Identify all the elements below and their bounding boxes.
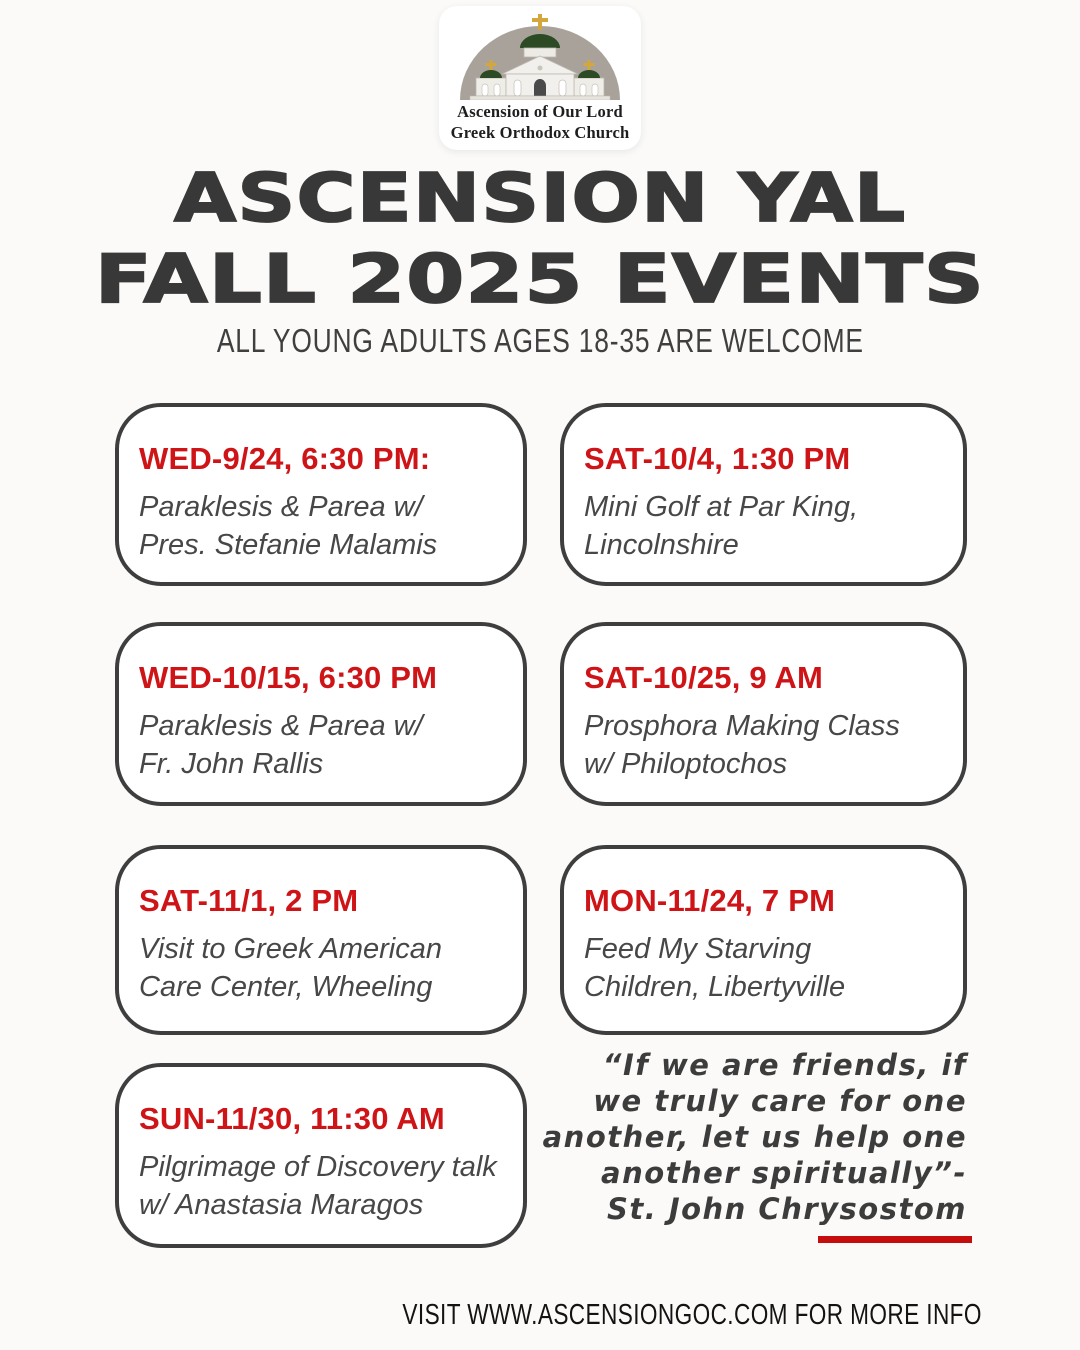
- event-description: Prosphora Making Class w/ Philoptochos: [584, 710, 900, 780]
- church-logo-icon: [456, 12, 624, 100]
- event-description: Visit to Greek American Care Center, Wheeling: [139, 933, 442, 1003]
- poster-title-line2: FALL 2025 EVENTS: [94, 240, 986, 318]
- quote-underline-divider: [818, 1236, 972, 1243]
- church-name-line2: Greek Orthodox Church: [450, 123, 630, 142]
- event-card: [115, 845, 527, 1035]
- quote-line: we truly care for one: [593, 1084, 967, 1118]
- event-description: Paraklesis & Parea w/ Pres. Stefanie Malamis: [139, 491, 438, 561]
- church-name-line1: Ascension of Our Lord: [457, 102, 623, 121]
- footer: [239, 1299, 982, 1332]
- event-date: WED-10/15, 6:30 PM: [139, 660, 438, 695]
- event-description: Pilgrimage of Discovery talk w/ Anastasia Maragos: [139, 1151, 497, 1221]
- event-description: Mini Golf at Par King, Lincolnshire: [584, 491, 858, 561]
- church-logo-card: [439, 6, 641, 150]
- event-date: MON-11/24, 7 PM: [584, 883, 836, 918]
- event-date: SAT-10/4, 1:30 PM: [584, 441, 851, 476]
- event-card: [560, 403, 967, 586]
- quote-line: St. John Chrysostom: [606, 1192, 967, 1226]
- poster-subtitle: ALL YOUNG ADULTS AGES 18-35 ARE WELCOME: [216, 322, 864, 359]
- event-card: [115, 403, 527, 586]
- poster-title-line1: ASCENSION YAL: [173, 159, 907, 237]
- footer-info-text: VISIT WWW.ASCENSIONGOC.COM FOR MORE INFO: [402, 1299, 982, 1331]
- event-card: [560, 845, 967, 1035]
- quote-block: [400, 1047, 967, 1227]
- quote-line: “If we are friends, if: [602, 1048, 967, 1082]
- event-date: SUN-11/30, 11:30 AM: [139, 1101, 445, 1136]
- event-description: Feed My Starving Children, Libertyville: [584, 933, 846, 1003]
- event-date: SAT-10/25, 9 AM: [584, 660, 824, 695]
- event-date: SAT-11/1, 2 PM: [139, 883, 359, 918]
- quote-line: another spiritually”-: [601, 1156, 967, 1190]
- event-date: WED-9/24, 6:30 PM:: [139, 441, 431, 476]
- event-description: Paraklesis & Parea w/ Fr. John Rallis: [139, 710, 423, 780]
- event-card: [115, 622, 527, 806]
- quote-line: another, let us help one: [542, 1120, 967, 1154]
- poster-title: [0, 159, 1080, 329]
- event-card: [560, 622, 967, 806]
